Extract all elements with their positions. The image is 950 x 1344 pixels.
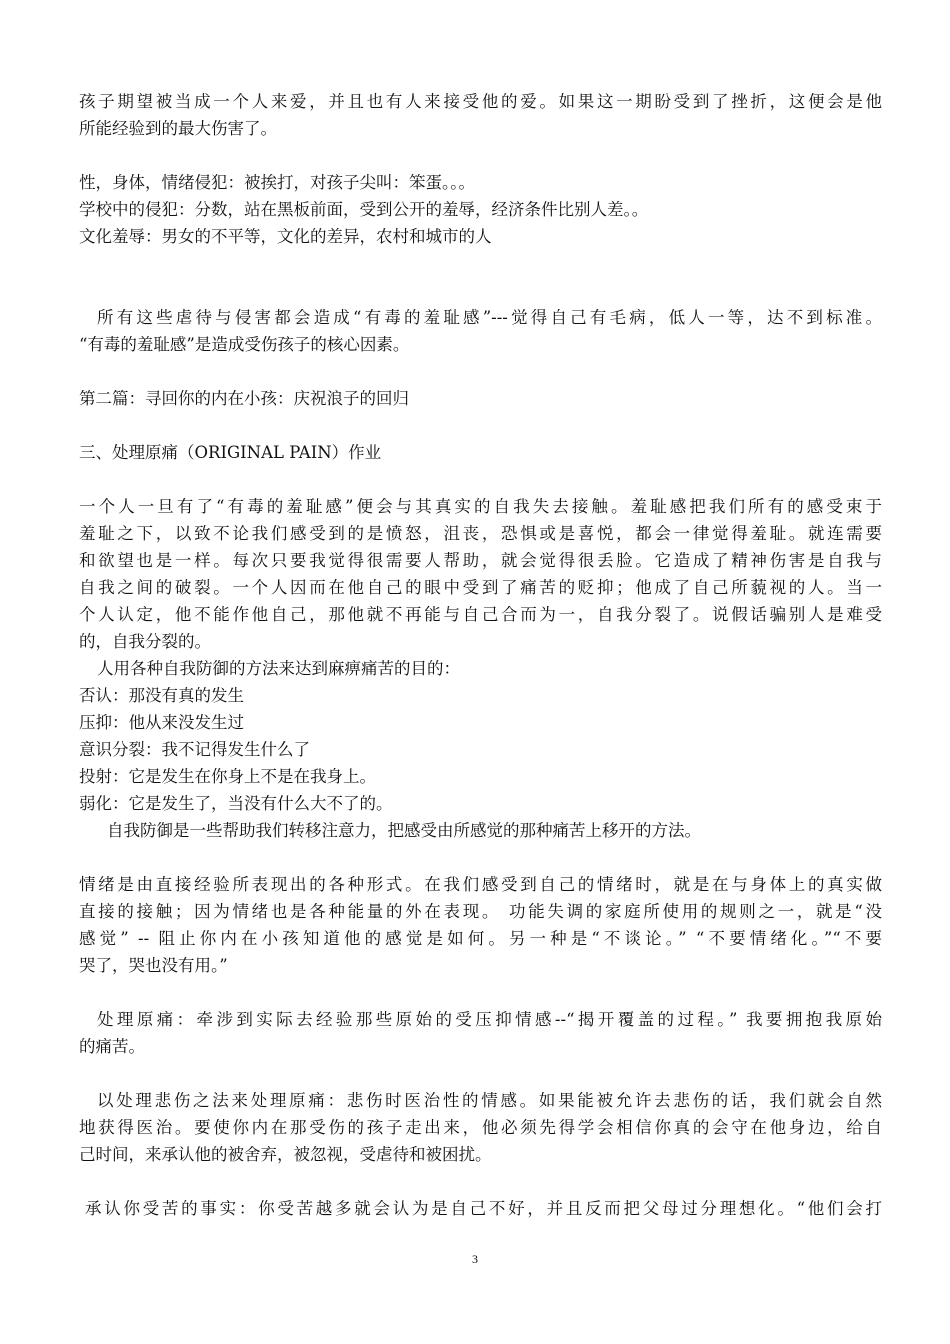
text-line: 自我防御是一些帮助我们转移注意力，把感受由所感觉的那种痛苦上移开的方法。 <box>107 821 701 840</box>
list-item: 弱化：它是发生了，当没有什么大不了的。 <box>79 794 393 813</box>
section-heading: 第二篇：寻回你的内在小孩：庆祝浪子的回归 <box>79 389 409 408</box>
text-line: 所有这些虐待与侵害都会造成“有毒的羞耻感”---觉得自己有毛病，低人一等，达不到标准。 <box>97 308 882 327</box>
text-line: 以处理悲伤之法来处理原痛：悲伤时医治性的情感。如果能被允许去悲伤的话，我们就会自然 <box>97 1091 882 1110</box>
text-line: 个人认定，他不能作他自己，那他就不再能与自己合而为一，自我分裂了。说假话骗别人是难受 <box>79 605 882 624</box>
text-line: 直接的接触；因为情绪也是各种能量的外在表现。 功能失调的家庭所使用的规则之一，就是“没 <box>79 902 882 921</box>
text-line: “有毒的羞耻感”是造成受伤孩子的核心因素。 <box>79 335 410 354</box>
text-line: 性，身体，情绪侵犯：被挨打，对孩子尖叫：笨蛋。。。 <box>79 173 475 192</box>
text-line: 地获得医治。要使你内在那受伤的孩子走出来，他必须先得学会相信你真的会守在他身边，给自 <box>79 1118 882 1137</box>
list-item: 否认：那没有真的发生 <box>79 686 244 705</box>
text-line: 承认你受苦的事实：你受苦越多就会认为是自己不好，并且反而把父母过分理想化。“他们会打 <box>85 1199 882 1218</box>
text-line: 人用各种自我防御的方法来达到麻痹痛苦的目的： <box>97 659 460 678</box>
text-line: 自我之间的破裂。一个人因而在他自己的眼中受到了痛苦的贬抑；他成了自己所藐视的人。当一 <box>79 578 882 597</box>
text-line: 情绪是由直接经验所表现出的各种形式。在我们感受到自己的情绪时，就是在与身体上的真实做 <box>79 875 882 894</box>
text-line: 和欲望也是一样。每次只要我觉得很需要人帮助，就会觉得很丢脸。它造成了精神伤害是自我与 <box>79 551 882 570</box>
text-line: 感觉” -- 阻止你内在小孩知道他的感觉是如何。另一种是“不谈论。” “不要情绪化。”“不要 <box>79 929 882 948</box>
text-line: 哭了，哭也没有用。” <box>79 956 228 975</box>
text-line: 文化羞辱：男女的不平等，文化的差异，农村和城市的人 <box>79 227 492 246</box>
text-line: 处理原痛：牵涉到实际去经验那些原始的受压抑情感--“揭开覆盖的过程。” 我要拥抱我原始 <box>97 1010 882 1029</box>
list-item: 压抑：他从来没发生过 <box>79 713 244 732</box>
document-body <box>79 88 882 1222</box>
text-line: 所能经验到的最大伤害了。 <box>79 119 277 138</box>
text-line: 的痛苦。 <box>79 1037 145 1056</box>
section-heading: 三、处理原痛（ORIGINAL PAIN）作业 <box>79 443 382 462</box>
text-line: 羞耻之下，以致不论我们感受到的是愤怒，沮丧，恐惧或是喜悦，都会一律觉得羞耻。就连需要 <box>79 524 882 543</box>
list-item: 意识分裂：我不记得发生什么了 <box>79 740 310 759</box>
list-item: 投射：它是发生在你身上不是在我身上。 <box>79 767 376 786</box>
text-line: 己时间，来承认他的被舍弃，被忽视，受虐待和被困扰。 <box>79 1145 492 1164</box>
text-line: 孩子期望被当成一个人来爱，并且也有人来接受他的爱。如果这一期盼受到了挫折，这便会是他 <box>79 92 882 111</box>
text-line: 学校中的侵犯：分数，站在黑板前面，受到公开的羞辱，经济条件比别人差。。 <box>79 200 649 219</box>
text-line: 的，自我分裂的。 <box>79 632 211 651</box>
text-line: 一个人一旦有了“有毒的羞耻感”便会与其真实的自我失去接触。羞耻感把我们所有的感受束于 <box>79 497 882 516</box>
page-number: 3 <box>472 1252 478 1266</box>
